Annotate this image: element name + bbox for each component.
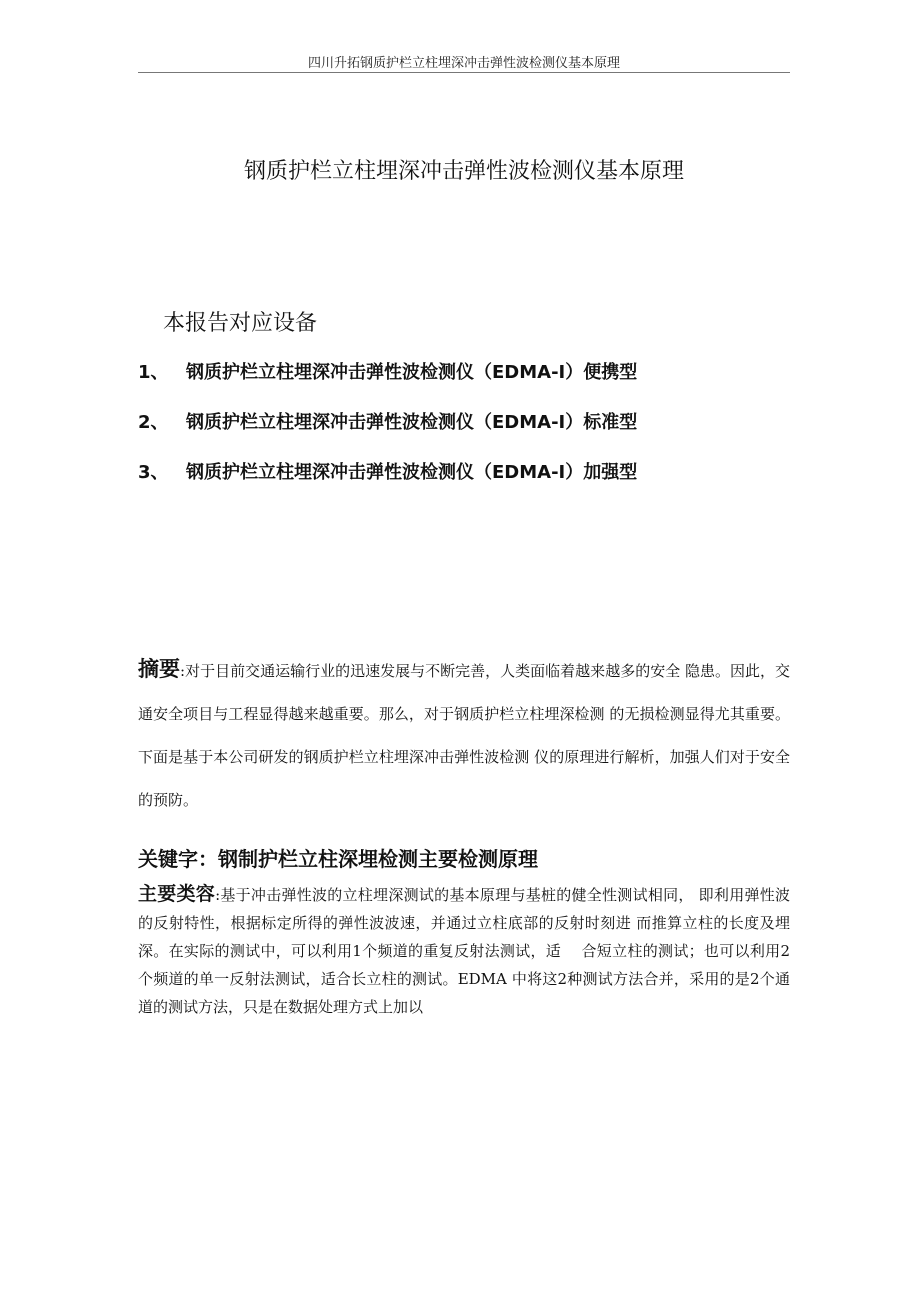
device-item-1 (138, 358, 637, 408)
keywords-label: 关键字： (138, 847, 218, 871)
devices-heading: 本报告对应设备 (163, 311, 318, 336)
device-number: 3、 (138, 462, 169, 483)
abstract-paragraph (138, 648, 790, 822)
abstract-label: 摘要 (138, 657, 181, 681)
header-divider (138, 72, 790, 73)
device-item-3 (138, 458, 637, 508)
main-content-paragraph (138, 880, 790, 1021)
device-name: 钢质护栏立柱埋深冲击弹性波检测仪（EDMA-I）加强型 (186, 462, 638, 483)
device-name: 钢质护栏立柱埋深冲击弹性波检测仪（EDMA-I）便携型 (186, 362, 638, 383)
device-item-2 (138, 408, 637, 458)
keywords-text: 钢制护栏立柱深埋检测主要检测原理 (218, 847, 538, 871)
abstract-text: :对于目前交通运输行业的迅速发展与不断完善，人类面临着越来越多的安全 隐患。因此，交通安全项目与工程显得越来越重要。那么，对于钢质护栏立柱埋深检测 的无损检测显得尤其重要。下面是基于本公司研发的钢质护栏立柱埋深冲击弹性波检测 仪的原理进行解析，加强人们对于安全的预防。 (138, 662, 791, 809)
device-number: 1、 (138, 362, 169, 383)
device-number: 2、 (138, 412, 169, 433)
device-name: 钢质护栏立柱埋深冲击弹性波检测仪（EDMA-I）标准型 (186, 412, 638, 433)
main-content-text: :基于冲击弹性波的立柱埋深测试的基本原理与基桩的健全性测试相同， 即利用弹性波的反射特性，根据标定所得的弹性波波速，并通过立柱底部的反射时刻进 而推算立柱的长度及埋深。在实际的测试中，可以利用1个频道的重复反射法测试，适 合短立柱的测试；也可以利用2个频道的单一反射法测试，适合长立柱的测试。EDMA 中将这2种测试方法合并，采用的是2个通道的测试方法，只是在数据处理方式上加以 (138, 886, 790, 1016)
device-list (138, 358, 637, 508)
main-content-label: 主要类容 (138, 883, 216, 905)
keywords-line (138, 843, 538, 872)
document-title: 钢质护栏立柱埋深冲击弹性波检测仪基本原理 (243, 159, 684, 184)
running-header: 四川升拓钢质护栏立柱埋深冲击弹性波检测仪基本原理 (307, 56, 620, 71)
